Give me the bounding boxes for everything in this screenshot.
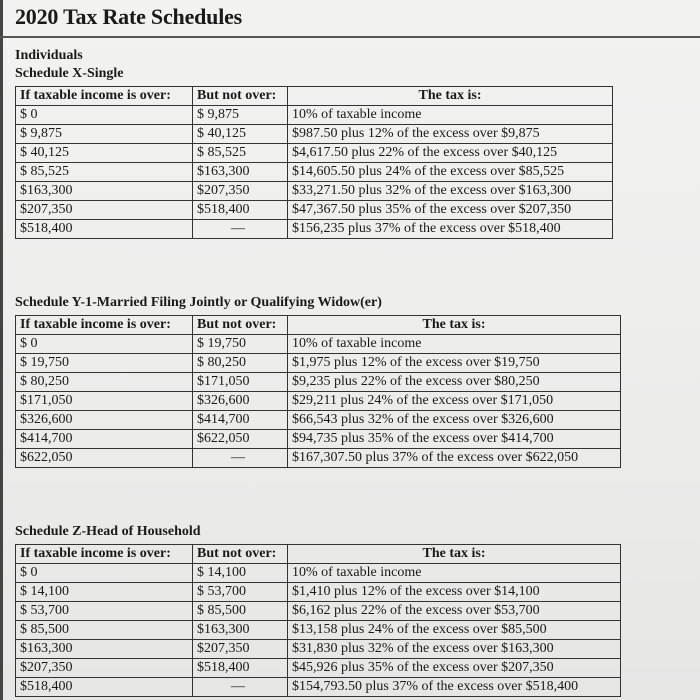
cell-not-over: $ 53,700 [193, 583, 288, 602]
cell-tax: $987.50 plus 12% of the excess over $9,875 [288, 125, 613, 144]
individuals-label: Individuals [15, 48, 83, 63]
table-row [16, 449, 621, 468]
header-tax: The tax is: [288, 316, 621, 335]
cell-tax: $1,410 plus 12% of the excess over $14,100 [288, 583, 621, 602]
table-row [16, 678, 621, 697]
table-header-row [16, 316, 621, 335]
table-header-row [16, 87, 613, 106]
cell-tax: $4,617.50 plus 22% of the excess over $40,125 [288, 144, 613, 163]
cell-not-over: $ 40,125 [193, 125, 288, 144]
table-row [16, 354, 621, 373]
cell-not-over: $ 85,500 [193, 602, 288, 621]
cell-over: $ 0 [16, 106, 193, 125]
cell-tax: $167,307.50 plus 37% of the excess over $622,050 [288, 449, 621, 468]
cell-over: $ 85,500 [16, 621, 193, 640]
cell-tax: $154,793.50 plus 37% of the excess over $518,400 [288, 678, 621, 697]
cell-not-over: $163,300 [193, 621, 288, 640]
cell-tax: $45,926 plus 35% of the excess over $207,350 [288, 659, 621, 678]
cell-over: $414,700 [16, 430, 193, 449]
schedule-x-table [15, 86, 613, 239]
cell-not-over: $ 19,750 [193, 335, 288, 354]
cell-not-over: — [193, 220, 288, 239]
cell-over: $ 0 [16, 564, 193, 583]
schedule-z-table [15, 544, 621, 697]
header-over: If taxable income is over: [16, 87, 193, 106]
schedule-y1-table [15, 315, 621, 468]
table-row [16, 163, 613, 182]
cell-tax: $6,162 plus 22% of the excess over $53,700 [288, 602, 621, 621]
cell-tax: $156,235 plus 37% of the excess over $518,400 [288, 220, 613, 239]
cell-tax: $14,605.50 plus 24% of the excess over $85,525 [288, 163, 613, 182]
table-row [16, 106, 613, 125]
table-row [16, 201, 613, 220]
cell-not-over: $326,600 [193, 392, 288, 411]
header-not-over: But not over: [193, 87, 288, 106]
table-row [16, 373, 621, 392]
table-row [16, 640, 621, 659]
schedule-y1-title: Schedule Y-1-Married Filing Jointly or Qualifying Widow(er) [15, 295, 382, 310]
table-row [16, 144, 613, 163]
cell-tax: $47,367.50 plus 35% of the excess over $207,350 [288, 201, 613, 220]
cell-over: $ 14,100 [16, 583, 193, 602]
table-row [16, 602, 621, 621]
cell-not-over: $ 85,525 [193, 144, 288, 163]
cell-over: $ 9,875 [16, 125, 193, 144]
cell-over: $ 40,125 [16, 144, 193, 163]
cell-not-over: $518,400 [193, 201, 288, 220]
page-title: 2020 Tax Rate Schedules [15, 4, 243, 29]
cell-tax: 10% of taxable income [288, 335, 621, 354]
cell-not-over: $518,400 [193, 659, 288, 678]
cell-tax: $66,543 plus 32% of the excess over $326,600 [288, 411, 621, 430]
page-edge [0, 0, 3, 700]
table-row [16, 430, 621, 449]
cell-over: $518,400 [16, 220, 193, 239]
table-row [16, 583, 621, 602]
cell-tax: $33,271.50 plus 32% of the excess over $163,300 [288, 182, 613, 201]
cell-over: $622,050 [16, 449, 193, 468]
cell-over: $ 19,750 [16, 354, 193, 373]
cell-over: $163,300 [16, 640, 193, 659]
cell-not-over: $163,300 [193, 163, 288, 182]
table-row [16, 220, 613, 239]
table-row [16, 621, 621, 640]
cell-tax: $13,158 plus 24% of the excess over $85,500 [288, 621, 621, 640]
cell-tax: 10% of taxable income [288, 106, 613, 125]
header-tax: The tax is: [288, 545, 621, 564]
cell-over: $207,350 [16, 659, 193, 678]
cell-not-over: — [193, 449, 288, 468]
cell-over: $326,600 [16, 411, 193, 430]
cell-not-over: $ 9,875 [193, 106, 288, 125]
table-row [16, 182, 613, 201]
schedule-z-title: Schedule Z-Head of Household [15, 524, 201, 539]
cell-over: $ 80,250 [16, 373, 193, 392]
cell-over: $518,400 [16, 678, 193, 697]
title-divider [0, 36, 700, 38]
header-tax: The tax is: [288, 87, 613, 106]
cell-over: $163,300 [16, 182, 193, 201]
cell-over: $207,350 [16, 201, 193, 220]
cell-not-over: $ 80,250 [193, 354, 288, 373]
cell-not-over: $ 14,100 [193, 564, 288, 583]
table-row [16, 411, 621, 430]
table-header-row [16, 545, 621, 564]
table-row [16, 125, 613, 144]
cell-tax: $29,211 plus 24% of the excess over $171,050 [288, 392, 621, 411]
cell-tax: $31,830 plus 32% of the excess over $163,300 [288, 640, 621, 659]
cell-not-over: — [193, 678, 288, 697]
header-not-over: But not over: [193, 316, 288, 335]
schedule-x-title: Schedule X-Single [15, 66, 124, 81]
header-not-over: But not over: [193, 545, 288, 564]
header-over: If taxable income is over: [16, 316, 193, 335]
table-row [16, 335, 621, 354]
cell-not-over: $171,050 [193, 373, 288, 392]
cell-over: $ 0 [16, 335, 193, 354]
cell-tax: $9,235 plus 22% of the excess over $80,250 [288, 373, 621, 392]
cell-over: $ 53,700 [16, 602, 193, 621]
cell-not-over: $207,350 [193, 182, 288, 201]
cell-over: $ 85,525 [16, 163, 193, 182]
cell-tax: $94,735 plus 35% of the excess over $414,700 [288, 430, 621, 449]
cell-not-over: $414,700 [193, 411, 288, 430]
cell-tax: 10% of taxable income [288, 564, 621, 583]
header-over: If taxable income is over: [16, 545, 193, 564]
cell-tax: $1,975 plus 12% of the excess over $19,750 [288, 354, 621, 373]
cell-not-over: $207,350 [193, 640, 288, 659]
cell-not-over: $622,050 [193, 430, 288, 449]
table-row [16, 564, 621, 583]
table-row [16, 659, 621, 678]
cell-over: $171,050 [16, 392, 193, 411]
table-row [16, 392, 621, 411]
